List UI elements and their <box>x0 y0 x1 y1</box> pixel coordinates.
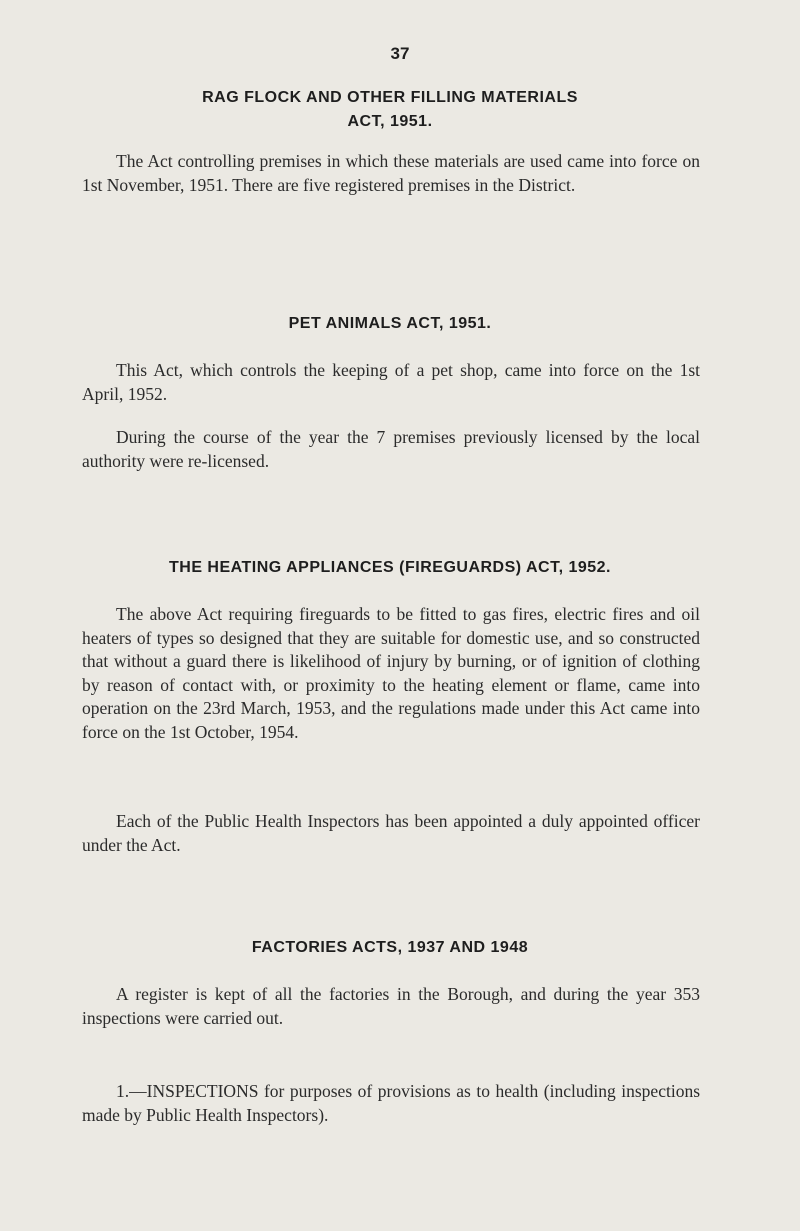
section-heading-heating-appliances: THE HEATING APPLIANCES (FIREGUARDS) ACT, 1952. <box>168 559 611 576</box>
section-heading-factories-acts: FACTORIES ACTS, 1937 AND 1948 <box>251 939 529 956</box>
paragraph: The Act controlling premises in which these materials are used came into force on 1st November, 1951. There are five registered premises in the District. <box>82 151 700 195</box>
section-heading-rag-flock <box>0 86 780 134</box>
paragraph: During the course of the year the 7 premises previously licensed by the local authority were re-licensed. <box>82 427 700 471</box>
paragraph: A register is kept of all the factories in the Borough, and during the year 353 inspections were carried out. <box>82 984 700 1028</box>
paragraph: The above Act requiring fireguards to be fitted to gas fires, electric fires and oil heaters of types so designed that they are suitable for domestic use, and so constructed that without a guard there is likelihood of injury by burning, or of ignition of clothing by reason of contact with, or proximity to the heating element or flame, came into operation on the 23rd March, 1953, and the regulations made under this Act came into force on the 1st October, 1954. <box>82 604 700 742</box>
paragraph: Each of the Public Health Inspectors has been appointed a duly appointed officer under the Act. <box>82 811 700 855</box>
paragraph: This Act, which controls the keeping of a pet shop, came into force on the 1st April, 1952. <box>82 360 700 404</box>
paragraph: 1.—INSPECTIONS for purposes of provisions as to health (including inspections made by Public Health Inspectors). <box>82 1081 700 1125</box>
section-heading-pet-animals: PET ANIMALS ACT, 1951. <box>288 315 492 332</box>
heading-line: ACT, 1951. <box>347 113 433 130</box>
page-number: 37 <box>390 44 410 63</box>
heading-line: RAG FLOCK AND OTHER FILLING MATERIALS <box>202 89 578 106</box>
